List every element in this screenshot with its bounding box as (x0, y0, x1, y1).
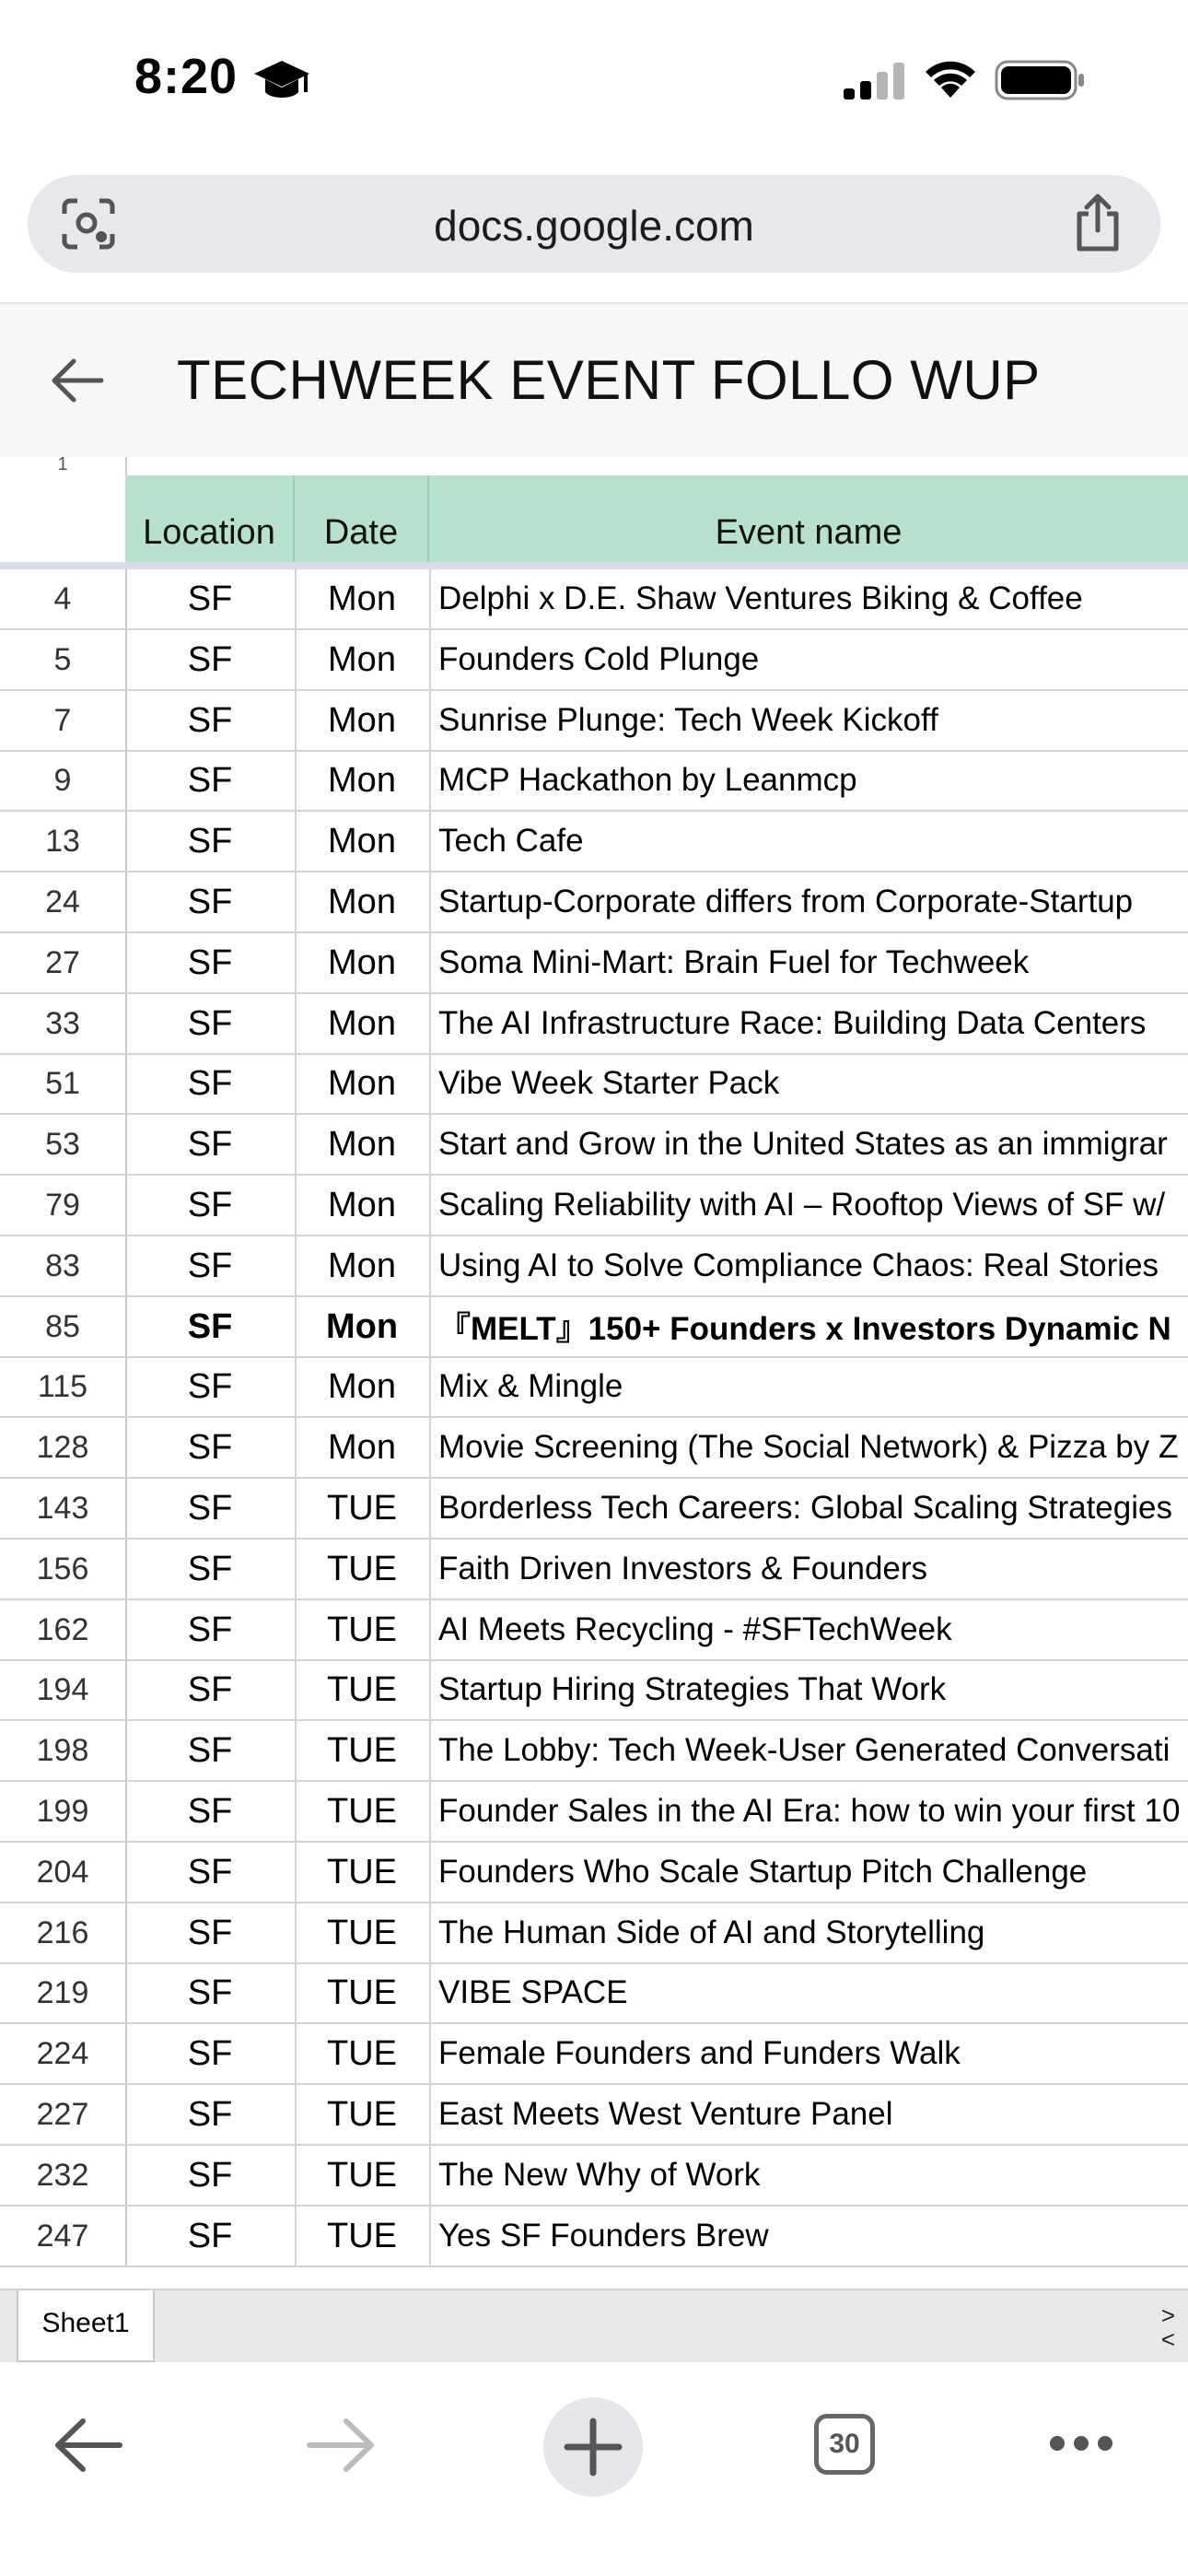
row-number[interactable]: 5 (0, 630, 127, 689)
cell-location[interactable]: SF (125, 1721, 297, 1780)
sheet-tab[interactable]: Sheet1 (17, 2290, 155, 2362)
cell-event-name[interactable]: The New Why of Work (438, 2157, 761, 2193)
row-number[interactable]: 232 (0, 2146, 127, 2205)
cell-date[interactable]: Mon (295, 569, 431, 628)
browser-back-icon[interactable] (53, 2416, 123, 2475)
row-number[interactable]: 33 (0, 994, 127, 1053)
cell-date[interactable]: Mon (295, 1054, 431, 1113)
cell-location[interactable]: SF (125, 2024, 297, 2083)
row-number[interactable]: 194 (0, 1660, 127, 1719)
url-text[interactable]: docs.google.com (434, 202, 754, 250)
cell-date[interactable]: TUE (295, 2146, 431, 2205)
cell-location[interactable]: SF (125, 1903, 297, 1962)
cell-location[interactable]: SF (125, 812, 297, 871)
column-header-location[interactable]: Location (125, 475, 295, 562)
row-number[interactable]: 219 (0, 1963, 127, 2022)
status-bar (0, 0, 1188, 161)
cell-event-name[interactable]: Using AI to Solve Compliance Chaos: Real Stories (438, 1247, 1159, 1283)
table-row[interactable] (0, 1660, 1188, 1721)
cell-event-name[interactable]: Scaling Reliability with AI – Rooftop Views of SF w/ (438, 1187, 1166, 1223)
table-row[interactable] (0, 933, 1188, 994)
cell-location[interactable]: SF (125, 1843, 297, 1902)
cell-location[interactable]: SF (125, 1297, 297, 1356)
row-number[interactable]: 162 (0, 1600, 127, 1659)
cell-date[interactable]: TUE (295, 1963, 431, 2022)
cell-date[interactable]: Mon (295, 691, 431, 750)
table-row[interactable] (0, 2024, 1188, 2085)
cellular-signal-icon (842, 61, 906, 101)
cell-location[interactable]: SF (125, 2207, 297, 2266)
more-options-icon[interactable] (1048, 2432, 1114, 2454)
cell-event-name[interactable]: Vibe Week Starter Pack (438, 1065, 780, 1101)
cell-date[interactable]: TUE (295, 2207, 431, 2266)
cell-event-name[interactable]: Startup Hiring Strategies That Work (438, 1671, 947, 1707)
plus-icon (543, 2397, 643, 2497)
cell-event-name[interactable]: Founders Cold Plunge (438, 641, 760, 677)
table-row[interactable] (0, 994, 1188, 1055)
table-row[interactable] (0, 1297, 1188, 1358)
document-header (0, 302, 1188, 461)
cell-event-name[interactable]: Female Founders and Funders Walk (438, 2035, 961, 2071)
cell-date[interactable]: Mon (295, 933, 431, 992)
cell-date[interactable]: Mon (295, 1236, 431, 1295)
column-header-date[interactable]: Date (295, 475, 429, 562)
battery-icon (995, 59, 1087, 101)
cell-event-name[interactable]: Start and Grow in the United States as an immigrar (438, 1126, 1168, 1162)
tab-prev-icon[interactable]: < (1160, 2325, 1175, 2353)
table-row[interactable] (0, 1357, 1188, 1418)
cell-event-name[interactable]: Movie Screening (The Social Network) & Pizza by Z (438, 1429, 1179, 1465)
row-number[interactable]: 199 (0, 1782, 127, 1841)
cell-location[interactable]: SF (125, 2085, 297, 2144)
tab-scroll-arrows[interactable] (1161, 2303, 1175, 2351)
spreadsheet-grid[interactable] (0, 457, 1188, 2289)
cell-location[interactable]: SF (125, 751, 297, 810)
address-bar[interactable] (28, 175, 1160, 273)
row-number[interactable]: 143 (0, 1479, 127, 1538)
row-number[interactable]: 128 (0, 1418, 127, 1477)
column-header-event-name[interactable]: Event name (429, 475, 1188, 562)
row-number[interactable]: 216 (0, 1903, 127, 1962)
sheet-tab-bar (0, 2289, 1188, 2364)
cell-location[interactable]: SF (125, 994, 297, 1053)
cell-event-name[interactable]: Yes SF Founders Brew (438, 2218, 769, 2254)
cell-event-name[interactable]: East Meets West Venture Panel (438, 2096, 893, 2132)
row-number[interactable]: 247 (0, 2207, 127, 2266)
new-tab-button[interactable] (543, 2397, 643, 2497)
cell-date[interactable]: Mon (295, 872, 431, 931)
cell-date[interactable]: Mon (295, 812, 431, 871)
table-row[interactable] (0, 1540, 1188, 1600)
cell-event-name[interactable]: Founder Sales in the AI Era: how to win your first 10 (438, 1793, 1181, 1829)
table-row[interactable] (0, 812, 1188, 872)
cell-date[interactable]: Mon (295, 1176, 431, 1235)
cell-date[interactable]: Mon (295, 1357, 431, 1416)
row-number-cell: 1 (0, 457, 127, 477)
status-time: 8:20 (134, 49, 239, 104)
cell-location[interactable]: SF (125, 1660, 297, 1719)
back-arrow-icon[interactable] (50, 354, 105, 407)
cell-event-name[interactable]: Mix & Mingle (438, 1368, 623, 1404)
share-icon[interactable] (1072, 193, 1124, 252)
cell-date[interactable]: Mon (295, 1297, 431, 1356)
tab-switcher-button[interactable]: 30 (814, 2414, 875, 2475)
table-row[interactable] (0, 691, 1188, 752)
cell-date[interactable]: TUE (295, 2024, 431, 2083)
table-row[interactable] (0, 1963, 1188, 2024)
table-row[interactable] (0, 630, 1188, 691)
row-number[interactable]: 83 (0, 1236, 127, 1295)
cell-location[interactable]: SF (125, 1418, 297, 1477)
wifi-icon (923, 57, 978, 100)
row-number[interactable]: 204 (0, 1843, 127, 1902)
cell-event-name[interactable]: Borderless Tech Careers: Global Scaling Strategies (438, 1490, 1172, 1526)
table-row[interactable] (0, 2207, 1188, 2267)
column-header-strip (0, 457, 1188, 475)
table-row[interactable] (0, 1236, 1188, 1297)
cell-event-name[interactable]: 『MELT』150+ Founders x Investors Dynamic N (438, 1311, 1171, 1347)
row-number[interactable]: 85 (0, 1297, 127, 1356)
row-number[interactable]: 24 (0, 872, 127, 931)
cell-event-name[interactable]: The Lobby: Tech Week-User Generated Conversati (438, 1732, 1171, 1768)
row-number[interactable]: 156 (0, 1540, 127, 1598)
cell-date[interactable]: TUE (295, 1721, 431, 1780)
row-number[interactable]: 79 (0, 1176, 127, 1235)
cell-event-name[interactable]: Delphi x D.E. Shaw Ventures Biking & Coffee (438, 580, 1083, 616)
document-title: TECHWEEK EVENT FOLLO WUP (177, 349, 1041, 411)
cell-date[interactable]: TUE (295, 1479, 431, 1538)
table-row[interactable] (0, 751, 1188, 812)
row-number[interactable]: 27 (0, 933, 127, 992)
row-number[interactable]: 224 (0, 2024, 127, 2083)
cell-event-name[interactable]: Sunrise Plunge: Tech Week Kickoff (438, 702, 938, 738)
table-row[interactable] (0, 1176, 1188, 1236)
cell-date[interactable]: Mon (295, 1115, 431, 1174)
row-number[interactable]: 4 (0, 569, 127, 628)
cell-location[interactable]: SF (125, 1357, 297, 1416)
row-number[interactable]: 51 (0, 1054, 127, 1113)
cell-date[interactable]: TUE (295, 1843, 431, 1902)
table-row[interactable] (0, 1721, 1188, 1782)
cell-location[interactable]: SF (125, 1963, 297, 2022)
cell-date[interactable]: TUE (295, 1540, 431, 1598)
row-number[interactable]: 198 (0, 1721, 127, 1780)
row-number[interactable]: 115 (0, 1357, 127, 1416)
cell-location[interactable]: SF (125, 1479, 297, 1538)
cell-event-name[interactable]: Tech Cafe (438, 823, 584, 859)
cell-location[interactable]: SF (125, 1600, 297, 1659)
row-number[interactable]: 227 (0, 2085, 127, 2144)
row-number[interactable]: 13 (0, 812, 127, 871)
cell-location[interactable]: SF (125, 933, 297, 992)
cell-event-name[interactable]: The AI Infrastructure Race: Building Data Centers (438, 1005, 1147, 1041)
cell-location[interactable]: SF (125, 1540, 297, 1598)
cell-date[interactable]: Mon (295, 630, 431, 689)
cell-event-name[interactable]: MCP Hackathon by Leanmcp (438, 762, 857, 798)
cell-event-name[interactable]: VIBE SPACE (438, 1974, 628, 2010)
table-row[interactable] (0, 1479, 1188, 1540)
table-row[interactable] (0, 1903, 1188, 1964)
table-row[interactable] (0, 1054, 1188, 1115)
cell-location[interactable]: SF (125, 1236, 297, 1295)
row-number[interactable]: 53 (0, 1115, 127, 1174)
cell-date[interactable]: TUE (295, 2085, 431, 2144)
cell-location[interactable]: SF (125, 1054, 297, 1113)
cell-date[interactable]: Mon (295, 1418, 431, 1477)
table-row[interactable] (0, 2085, 1188, 2146)
cell-location[interactable]: SF (125, 1782, 297, 1841)
cell-event-name[interactable]: Startup-Corporate differs from Corporate-Startup (438, 884, 1134, 919)
row-number[interactable]: 7 (0, 691, 127, 750)
table-row[interactable] (0, 1843, 1188, 1903)
cell-date[interactable]: TUE (295, 1600, 431, 1659)
cell-location[interactable]: SF (125, 691, 297, 750)
cell-event-name[interactable]: AI Meets Recycling - #SFTechWeek (438, 1611, 952, 1647)
cell-date[interactable]: Mon (295, 751, 431, 810)
cell-location[interactable]: SF (125, 630, 297, 689)
row-number[interactable]: 9 (0, 751, 127, 810)
table-row[interactable] (0, 1115, 1188, 1176)
cell-event-name[interactable]: Founders Who Scale Startup Pitch Challenge (438, 1854, 1088, 1890)
cell-event-name[interactable]: The Human Side of AI and Storytelling (438, 1914, 985, 1950)
cell-location[interactable]: SF (125, 569, 297, 628)
graduation-cap-icon (252, 57, 311, 103)
cell-location[interactable]: SF (125, 2146, 297, 2205)
table-row[interactable] (0, 1782, 1188, 1843)
row-header-blank (0, 475, 127, 562)
cell-date[interactable]: TUE (295, 1660, 431, 1719)
cell-date[interactable]: TUE (295, 1903, 431, 1962)
browser-toolbar (0, 2362, 1188, 2576)
table-row[interactable] (0, 1418, 1188, 1479)
table-row[interactable] (0, 2146, 1188, 2207)
table-row[interactable] (0, 872, 1188, 933)
table-header-row (0, 475, 1188, 562)
cell-date[interactable]: Mon (295, 994, 431, 1053)
table-row[interactable] (0, 1600, 1188, 1661)
cell-event-name[interactable]: Faith Driven Investors & Founders (438, 1551, 928, 1587)
cell-event-name[interactable]: Soma Mini-Mart: Brain Fuel for Techweek (438, 944, 1030, 980)
cell-location[interactable]: SF (125, 1176, 297, 1235)
table-row[interactable] (0, 569, 1188, 630)
browser-forward-icon[interactable] (306, 2416, 376, 2475)
cell-location[interactable]: SF (125, 1115, 297, 1174)
tab-next-icon[interactable]: > (1160, 2301, 1175, 2329)
frozen-row-divider[interactable] (0, 562, 1188, 569)
cell-location[interactable]: SF (125, 872, 297, 931)
cell-date[interactable]: TUE (295, 1782, 431, 1841)
